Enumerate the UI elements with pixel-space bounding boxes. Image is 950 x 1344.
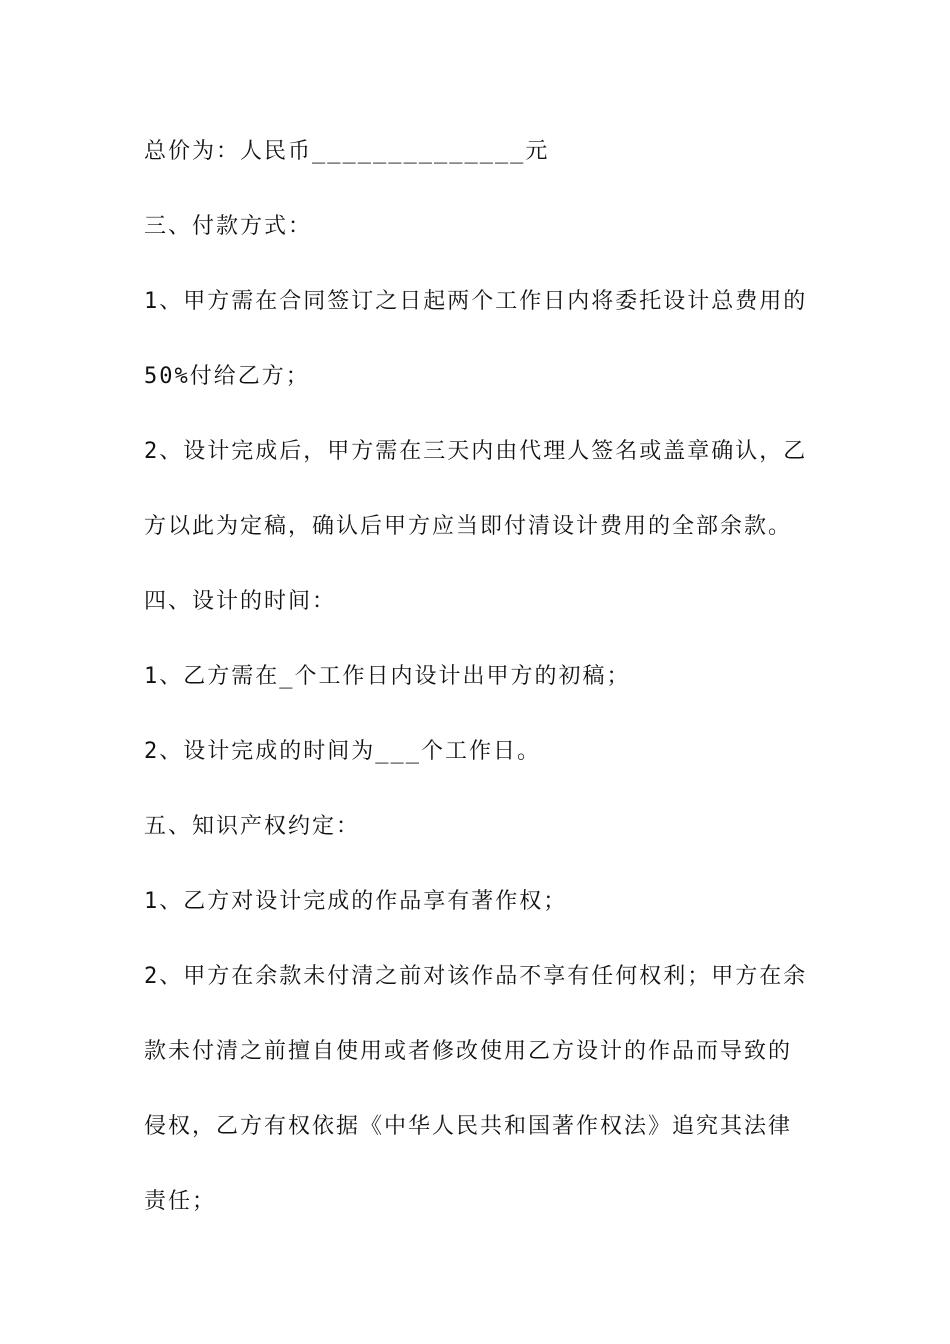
paragraph-line: 责任； (144, 1189, 217, 1214)
section-heading-design-time: 四、设计的时间： (144, 589, 337, 614)
paragraph-line: 1、乙方需在_个工作日内设计出甲方的初稿； (144, 664, 631, 689)
paragraph-line: 2、甲方在余款未付清之前对该作品不享有任何权利；甲方在余 (144, 964, 808, 989)
paragraph-line: 2、设计完成的时间为___个工作日。 (144, 739, 541, 764)
paragraph-line: 1、甲方需在合同签订之日起两个工作日内将委托设计总费用的 (144, 289, 808, 314)
paragraph-line: 2、设计完成后，甲方需在三天内由代理人签名或盖章确认，乙 (144, 439, 808, 464)
paragraph-line: 侵权，乙方有权依据《中华人民共和国著作权法》追究其法律 (144, 1114, 793, 1139)
paragraph-line: 1、乙方对设计完成的作品享有著作权； (144, 889, 568, 914)
total-price-line: 总价为：人民币______________元 (144, 139, 550, 164)
section-heading-payment: 三、付款方式： (144, 214, 313, 239)
paragraph-line: 款未付清之前擅自使用或者修改使用乙方设计的作品而导致的 (144, 1039, 793, 1064)
paragraph-line: 50%付给乙方； (144, 364, 310, 389)
paragraph-line: 方以此为定稿，确认后甲方应当即付清设计费用的全部余款。 (144, 514, 793, 539)
section-heading-ip: 五、知识产权约定： (144, 814, 361, 839)
